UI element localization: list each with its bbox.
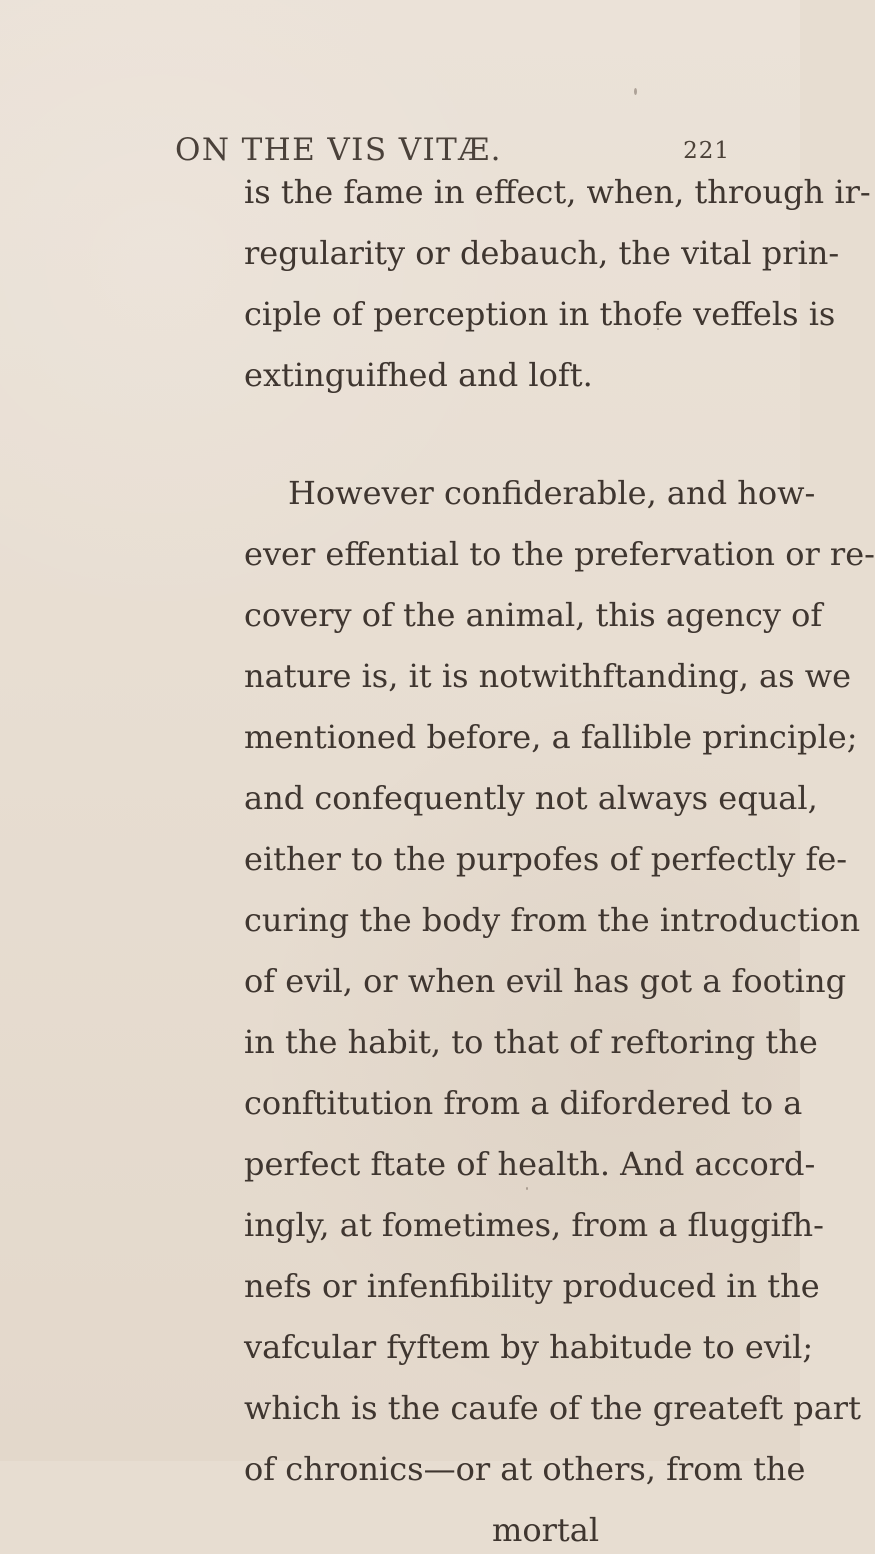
text-line: and confequently not always equal,	[244, 779, 818, 817]
text-line: ingly, at fometimes, from a fluggifh-	[244, 1206, 824, 1244]
text-line: perfect ftate of health. And accord-	[244, 1145, 816, 1183]
text-line: ciple of perception in thofe veffels is	[244, 295, 836, 333]
running-title: ON THE VIS VITÆ.	[175, 132, 502, 168]
page-header	[175, 132, 730, 172]
text-line: curing the body from the introduction	[244, 901, 861, 939]
text-line: which is the caufe of the greateft part	[244, 1389, 861, 1427]
page-number: 221	[683, 138, 730, 164]
catchword: mortal	[492, 1511, 600, 1549]
paper-speck	[634, 88, 637, 95]
text-line: covery of the animal, this agency of	[244, 596, 823, 634]
text-line: of chronics—or at others, from the	[244, 1450, 806, 1488]
text-line: nature is, it is notwithftanding, as we	[244, 657, 852, 695]
text-line: regularity or debauch, the vital prin-	[244, 234, 840, 272]
text-line: mentioned before, a fallible principle;	[244, 718, 858, 756]
text-line: conftitution from a difordered to a	[244, 1084, 803, 1122]
text-line: nefs or infenfibility produced in the	[244, 1267, 820, 1305]
paper-speck	[526, 1187, 528, 1190]
paragraph-first-line: However confiderable, and how-	[288, 474, 816, 512]
text-line: vafcular fyftem by habitude to evil;	[244, 1328, 814, 1366]
paper-speck	[657, 328, 659, 330]
text-line: ever effential to the prefervation or re-	[244, 535, 875, 573]
text-line: of evil, or when evil has got a footing	[244, 962, 847, 1000]
text-line: extinguifhed and loft.	[244, 356, 593, 394]
text-line: either to the purpofes of perfectly fe-	[244, 840, 848, 878]
text-line: in the habit, to that of reftoring the	[244, 1023, 818, 1061]
text-line: is the fame in effect, when, through ir-	[244, 173, 871, 211]
